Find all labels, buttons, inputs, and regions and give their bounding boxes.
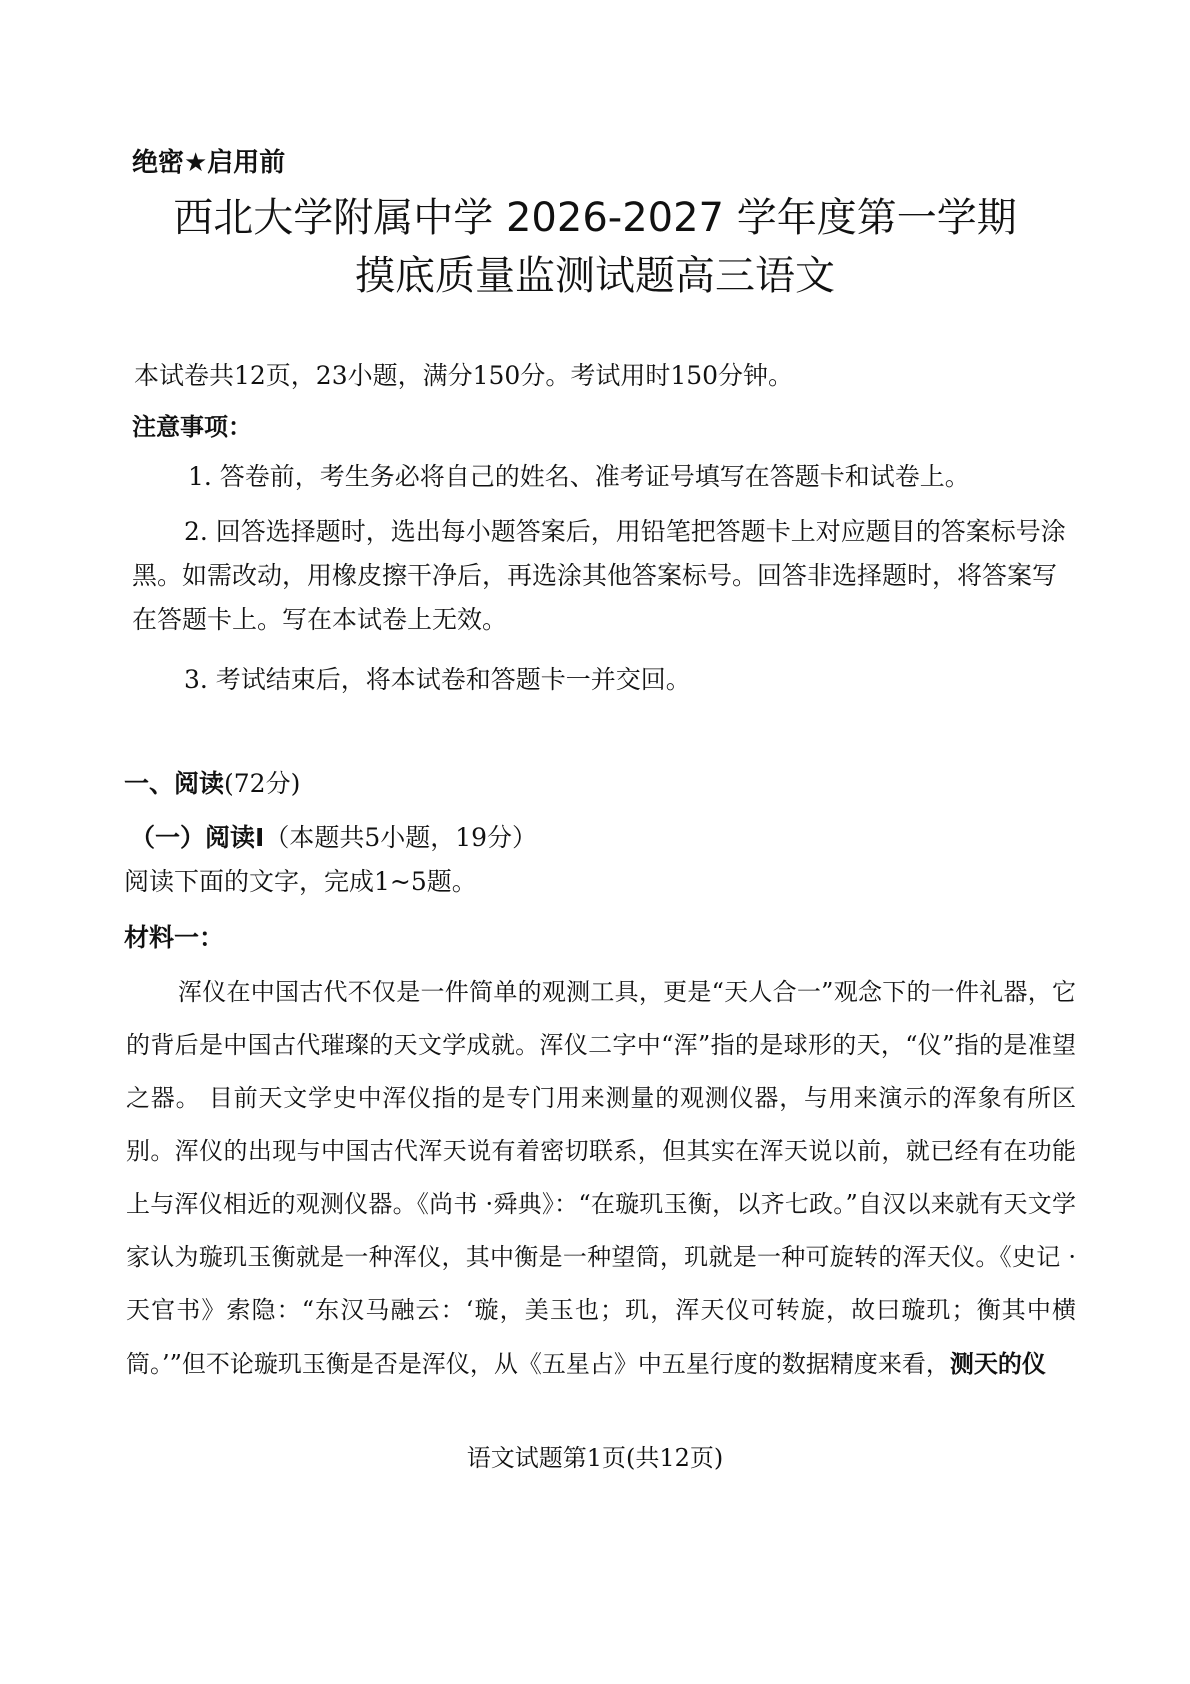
page-footer: 语文试题第1页(共12页) (466, 1444, 724, 1472)
reading-instruction: 阅读下面的文字，完成1~5题。 (124, 867, 477, 896)
exam-intro: 本试卷共12页，23小题，满分150分。考试用时150分钟。 (134, 361, 794, 390)
section-heading-label: 一、阅读 (124, 769, 225, 798)
passage-bold-text: 测天的仪 (949, 1349, 1046, 1378)
exam-title-line1: 西北大学附属中学 2026-2027 学年度第一学期 (173, 195, 1017, 241)
passage-text: 浑仪在中国古代不仅是一件简单的观测工具，更是“天人合一”观念下的一件礼器，它的背后是中国古代璀璨的天文学成就。浑仪二字中“浑”指的是球形的天，“仪”指的是准望之器。 目前天文学史中浑仪指的是专门用来测量的观测仪器，与用来演示的浑象有所区别。浑仪的出现与中国古代浑天说有着密切联系，但其实在浑天说以前，就已经有在功能上与浑仪相近的观测仪器。《尚书 ·舜典》：“在璇玑玉衡，以齐七政。”自汉以来就有天文学家认为璇玑玉衡就是一种浑仪，其中衡是一种望筒，玑就是一种可旋转的浑天仪。《史记 ·天官书》索隐：“东汉马融云：‘璇，美玉也；玑，浑天仪可转旋，故曰璇玑；衡其中横筒。’”但不论璇玑玉衡是否是浑仪，从《五星占》中五星行度的数据精度来看， (126, 978, 1076, 1378)
section-heading-score: (72分) (224, 769, 301, 798)
part-heading (130, 818, 537, 854)
exam-title-line2: 摸底质量监测试题高三语文 (355, 253, 835, 299)
notice-rule-2: 2. 回答选择题时，选出每小题答案后，用铅笔把答题卡上对应题目的答案标号涂黑。如需改动，用橡皮擦干净后，再选涂其他答案标号。回答非选择题时，将答案写在答题卡上。写在本试卷上无效。 (132, 517, 1066, 634)
section-heading (124, 764, 300, 800)
part-heading-label: （一）阅读Ⅰ (130, 823, 265, 852)
reading-passage (126, 966, 1076, 1391)
notice-rule-1: 1. 答卷前，考生务必将自己的姓名、准考证号填写在答题卡和试卷上。 (188, 462, 970, 491)
material-heading: 材料一： (124, 923, 225, 952)
confidential-label: 绝密★启用前 (132, 148, 286, 178)
notice-rule-3: 3. 考试结束后，将本试卷和答题卡一并交回。 (184, 665, 691, 694)
notice-heading: 注意事项： (132, 413, 252, 441)
part-heading-info: （本题共5小题，19分） (264, 823, 538, 852)
